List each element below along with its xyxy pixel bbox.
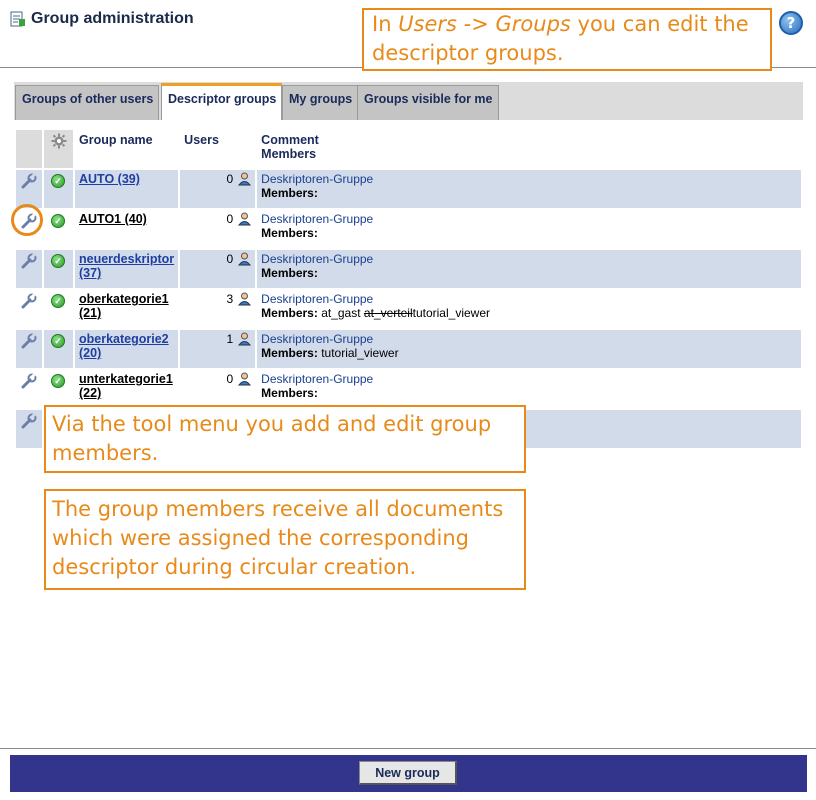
check-icon: ✓ <box>51 294 65 308</box>
group-name-link[interactable]: oberkategorie1 (21) <box>79 292 169 320</box>
status-cell <box>44 170 73 208</box>
user-count: 0 <box>226 252 234 266</box>
check-icon: ✓ <box>51 254 65 268</box>
user-icon[interactable] <box>238 212 251 226</box>
group-name-link[interactable]: AUTO (39) <box>79 172 140 186</box>
members-label: Members: <box>261 306 318 320</box>
comment-text: Deskriptoren-Gruppe <box>261 372 374 386</box>
group-name-link[interactable]: oberkategorie2 (20) <box>79 332 169 360</box>
member-name: tutorial_viewer <box>412 306 490 320</box>
header-comment[interactable]: Comment <box>261 133 319 147</box>
group-name-cell <box>75 330 178 368</box>
tool-cell <box>16 330 42 368</box>
status-cell <box>44 290 73 328</box>
status-cell <box>44 330 73 368</box>
tab-descriptor-groups[interactable]: Descriptor groups <box>161 83 282 120</box>
tool-highlight-circle <box>11 204 43 236</box>
comment-cell <box>257 370 801 408</box>
tab-groups-visible-for-me[interactable]: Groups visible for me <box>357 85 499 120</box>
user-icon[interactable] <box>238 372 251 386</box>
check-icon: ✓ <box>51 374 65 388</box>
users-cell <box>180 290 255 328</box>
group-name-cell <box>75 170 178 208</box>
comment-cell <box>257 250 801 288</box>
gear-icon[interactable] <box>51 133 67 149</box>
header-tool <box>16 130 42 168</box>
callout-documents: The group members receive all documents which were assigned the corresponding descriptor during circular creation. <box>44 489 526 590</box>
wrench-icon[interactable] <box>21 298 37 312</box>
user-icon[interactable] <box>238 172 251 186</box>
comment-text: Deskriptoren-Gruppe <box>261 172 374 186</box>
comment-text: Deskriptoren-Gruppe <box>261 332 374 346</box>
status-cell <box>44 250 73 288</box>
callout-users-groups <box>362 8 772 71</box>
comment-cell <box>257 330 801 368</box>
user-count: 1 <box>226 332 234 346</box>
user-icon[interactable] <box>238 332 251 346</box>
table-row <box>16 290 801 328</box>
group-name-link[interactable]: AUTO1 (40) <box>79 212 147 226</box>
new-group-button[interactable]: New group <box>359 761 457 785</box>
member-name: at_gast <box>321 306 361 320</box>
status-cell <box>44 370 73 408</box>
users-cell <box>180 330 255 368</box>
page-header <box>10 8 194 30</box>
users-cell <box>180 370 255 408</box>
tool-cell <box>16 170 42 208</box>
group-name-link[interactable]: neuerdeskriptor (37) <box>79 252 175 280</box>
footer-divider <box>0 748 816 749</box>
members-label: Members: <box>261 266 318 280</box>
users-cell <box>180 250 255 288</box>
header-members: Members <box>261 147 317 161</box>
comment-cell <box>257 170 801 208</box>
group-name-cell <box>75 210 178 248</box>
group-name-cell <box>75 250 178 288</box>
comment-text: Deskriptoren-Gruppe <box>261 212 374 226</box>
group-admin-icon <box>10 11 26 27</box>
wrench-icon[interactable] <box>21 258 37 272</box>
users-cell <box>180 170 255 208</box>
table-row <box>16 170 801 208</box>
members-label: Members: <box>261 226 318 240</box>
header-comment-members <box>257 130 801 168</box>
groups-table <box>14 128 803 450</box>
comment-text: Deskriptoren-Gruppe <box>261 292 374 306</box>
table-row <box>16 250 801 288</box>
user-icon[interactable] <box>238 292 251 306</box>
check-icon: ✓ <box>51 174 65 188</box>
check-icon: ✓ <box>51 214 65 228</box>
users-cell <box>180 210 255 248</box>
help-icon[interactable]: ? <box>779 11 803 35</box>
tab-groups-of-other-users[interactable]: Groups of other users <box>15 85 159 120</box>
table-row <box>16 210 801 248</box>
members-label: Members: <box>261 186 318 200</box>
wrench-icon[interactable] <box>21 418 37 432</box>
header-users[interactable]: Users <box>180 130 255 168</box>
tool-cell <box>16 250 42 288</box>
callout-menu-path: Users -> Groups <box>398 12 571 36</box>
user-count: 0 <box>226 372 234 386</box>
check-icon: ✓ <box>51 334 65 348</box>
tab-my-groups[interactable]: My groups <box>282 85 358 120</box>
member-name: tutorial_viewer <box>321 346 399 360</box>
tool-cell <box>16 410 42 448</box>
group-name-cell <box>75 370 178 408</box>
group-name-link[interactable]: unterkategorie1 (22) <box>79 372 173 400</box>
members-label: Members: <box>261 346 318 360</box>
tab-bar <box>14 82 803 120</box>
user-count: 0 <box>226 212 234 226</box>
comment-cell <box>257 210 801 248</box>
table-row <box>16 330 801 368</box>
tool-cell <box>16 370 42 408</box>
comment-text: Deskriptoren-Gruppe <box>261 252 374 266</box>
wrench-icon[interactable] <box>21 378 37 392</box>
header-status <box>44 130 73 168</box>
status-cell <box>44 210 73 248</box>
user-count: 3 <box>226 292 234 306</box>
callout-text: In <box>372 12 399 36</box>
wrench-icon[interactable] <box>21 178 37 192</box>
group-name-cell <box>75 290 178 328</box>
table-header-row <box>16 130 801 168</box>
header-group-name[interactable]: Group name <box>75 130 178 168</box>
page-title: Group administration <box>31 10 194 27</box>
callout-text: you can edit the descriptor groups. <box>372 12 749 65</box>
comment-cell <box>257 290 801 328</box>
user-icon[interactable] <box>238 252 251 266</box>
tool-cell <box>16 290 42 328</box>
table-row <box>16 370 801 408</box>
wrench-icon[interactable] <box>21 338 37 352</box>
user-count: 0 <box>226 172 234 186</box>
members-label: Members: <box>261 386 318 400</box>
callout-tool-menu: Via the tool menu you add and edit group members. <box>44 405 526 473</box>
member-name-disabled: at_verteil <box>363 306 413 320</box>
